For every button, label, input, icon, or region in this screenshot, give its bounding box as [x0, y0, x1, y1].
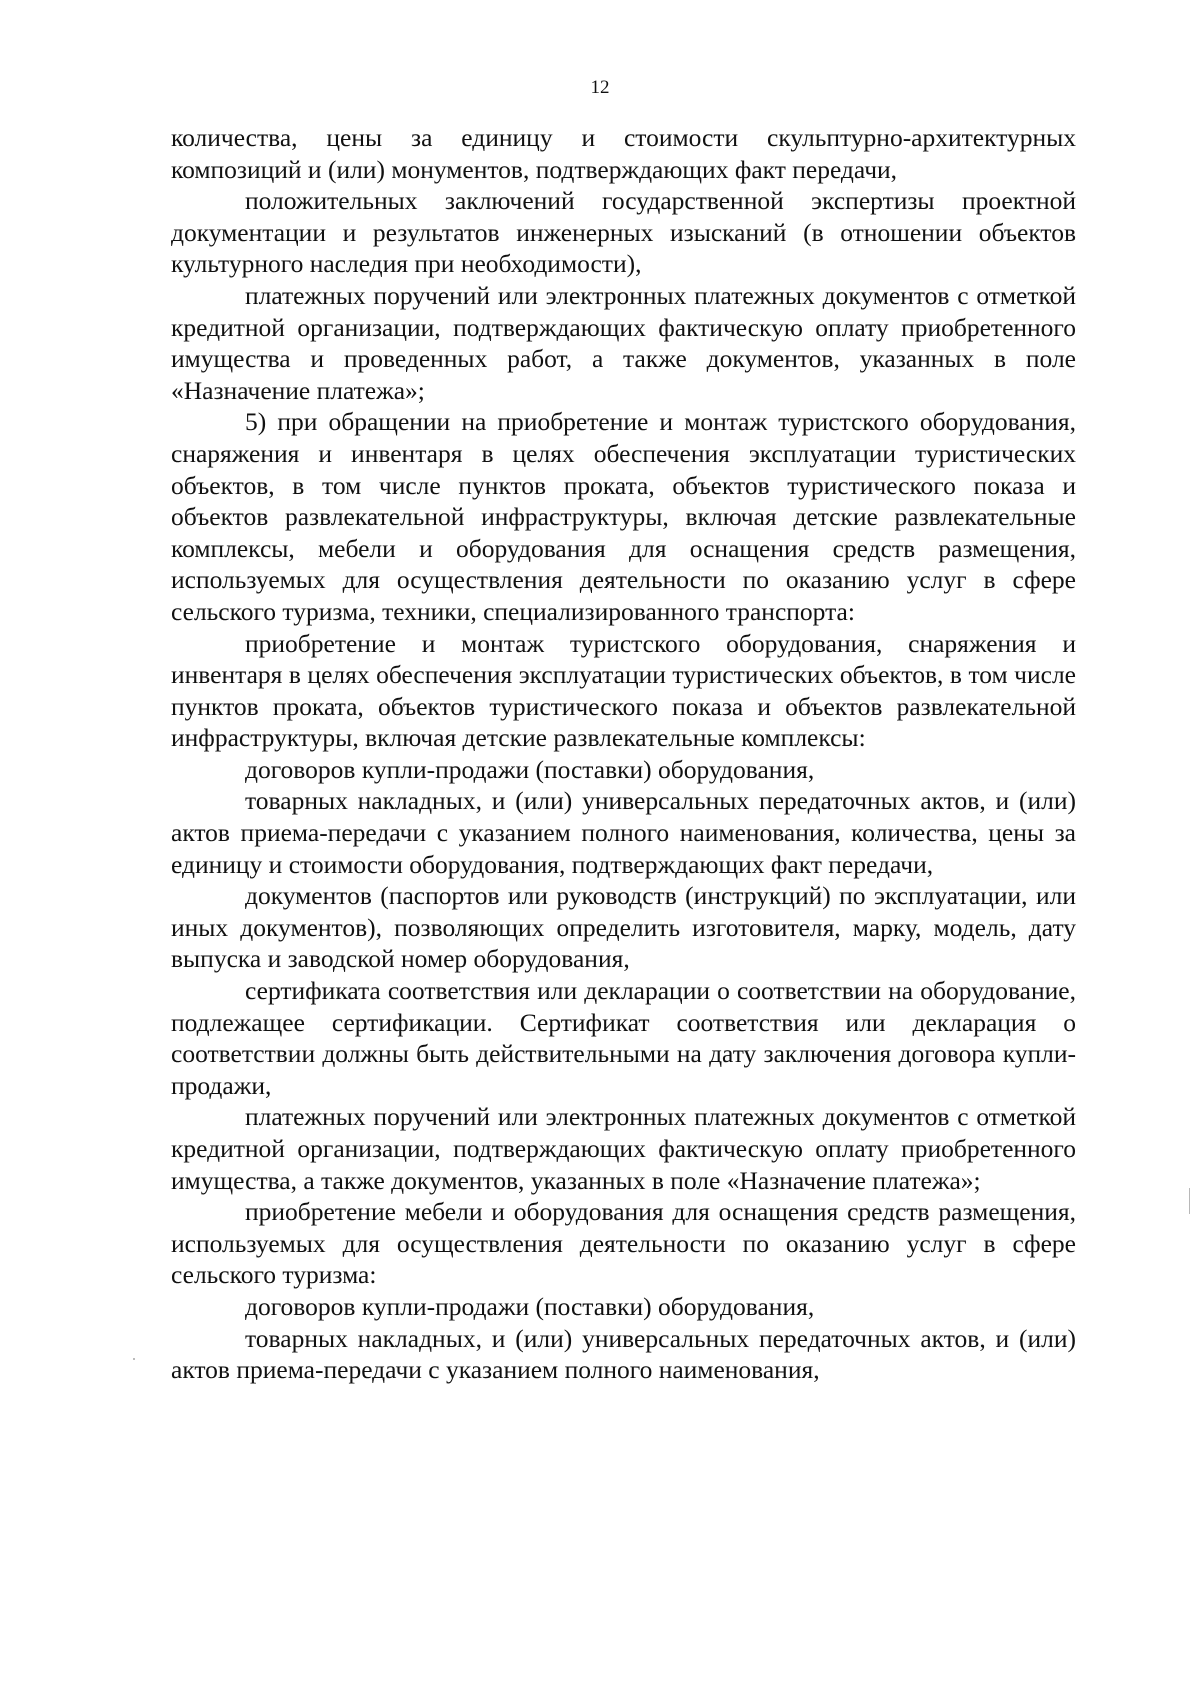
paragraph: приобретение мебели и оборудования для оснащения средств размещения, используемых для осуществления деятельности по оказанию услуг в сфере сельского туризма: — [171, 1197, 1076, 1290]
paragraph: 5) при обращении на приобретение и монтаж туристского оборудования, снаряжения и инвентаря в целях обеспечения эксплуатации туристических объектов, в том числе пунктов проката, объектов туристического показа и объектов развлекательной инфраструктуры, включая детские развлекательные комплексы, мебели и оборудования для оснащения средств размещения, используемых для осуществления деятельности по оказанию услуг в сфере сельского туризма, техники, специализированного транспорта: — [171, 407, 1076, 626]
scan-artifact-line — [1189, 1188, 1190, 1214]
paragraph: платежных поручений или электронных платежных документов с отметкой кредитной организации, подтверждающих фактическую оплату приобретенного имущества, а также документов, указанных в поле «Назначение платежа»; — [171, 1102, 1076, 1195]
paragraph: товарных накладных, и (или) универсальных передаточных актов, и (или) актов приема-передачи с указанием полного наименования, — [171, 1323, 1076, 1385]
paragraph: платежных поручений или электронных платежных документов с отметкой кредитной организации, подтверждающих фактическую оплату приобретенного имущества и проведенных работ, а также документов, указанных в поле «Назначение платежа»; — [171, 280, 1076, 405]
document-body — [171, 122, 1076, 1386]
paragraph: договоров купли-продажи (поставки) оборудования, — [245, 1291, 815, 1321]
paragraph: документов (паспортов или руководств (инструкций) по эксплуатации, или иных документов), позволяющих определить изготовителя, марку, модель, дату выпуска и заводской номер оборудования, — [171, 881, 1076, 974]
page-number: 12 — [590, 77, 610, 98]
paragraph: сертификата соответствия или декларации о соответствии на оборудование, подлежащее сертификации. Сертификат соответствия или декларация о соответствии должны быть действительными на дату заключения договора купли-продажи, — [171, 976, 1076, 1100]
paragraph: положительных заключений государственной экспертизы проектной документации и результатов инженерных изысканий (в отношении объектов культурного наследия при необходимости), — [171, 186, 1076, 279]
paragraph: количества, цены за единицу и стоимости скульптурно-архитектурных композиций и (или) монументов, подтверждающих факт передачи, — [171, 123, 1076, 184]
paragraph: приобретение и монтаж туристского оборудования, снаряжения и инвентаря в целях обеспечения эксплуатации туристических объектов, в том числе пунктов проката, объектов туристического показа и объектов развлекательной инфраструктуры, включая детские развлекательные комплексы: — [171, 628, 1076, 753]
scan-artifact-dot — [133, 1358, 135, 1360]
paragraph: договоров купли-продажи (поставки) оборудования, — [245, 754, 815, 784]
paragraph: товарных накладных, и (или) универсальных передаточных актов, и (или) актов приема-передачи с указанием полного наименования, количества, цены за единицу и стоимости оборудования, подтверждающих факт передачи, — [171, 786, 1076, 879]
